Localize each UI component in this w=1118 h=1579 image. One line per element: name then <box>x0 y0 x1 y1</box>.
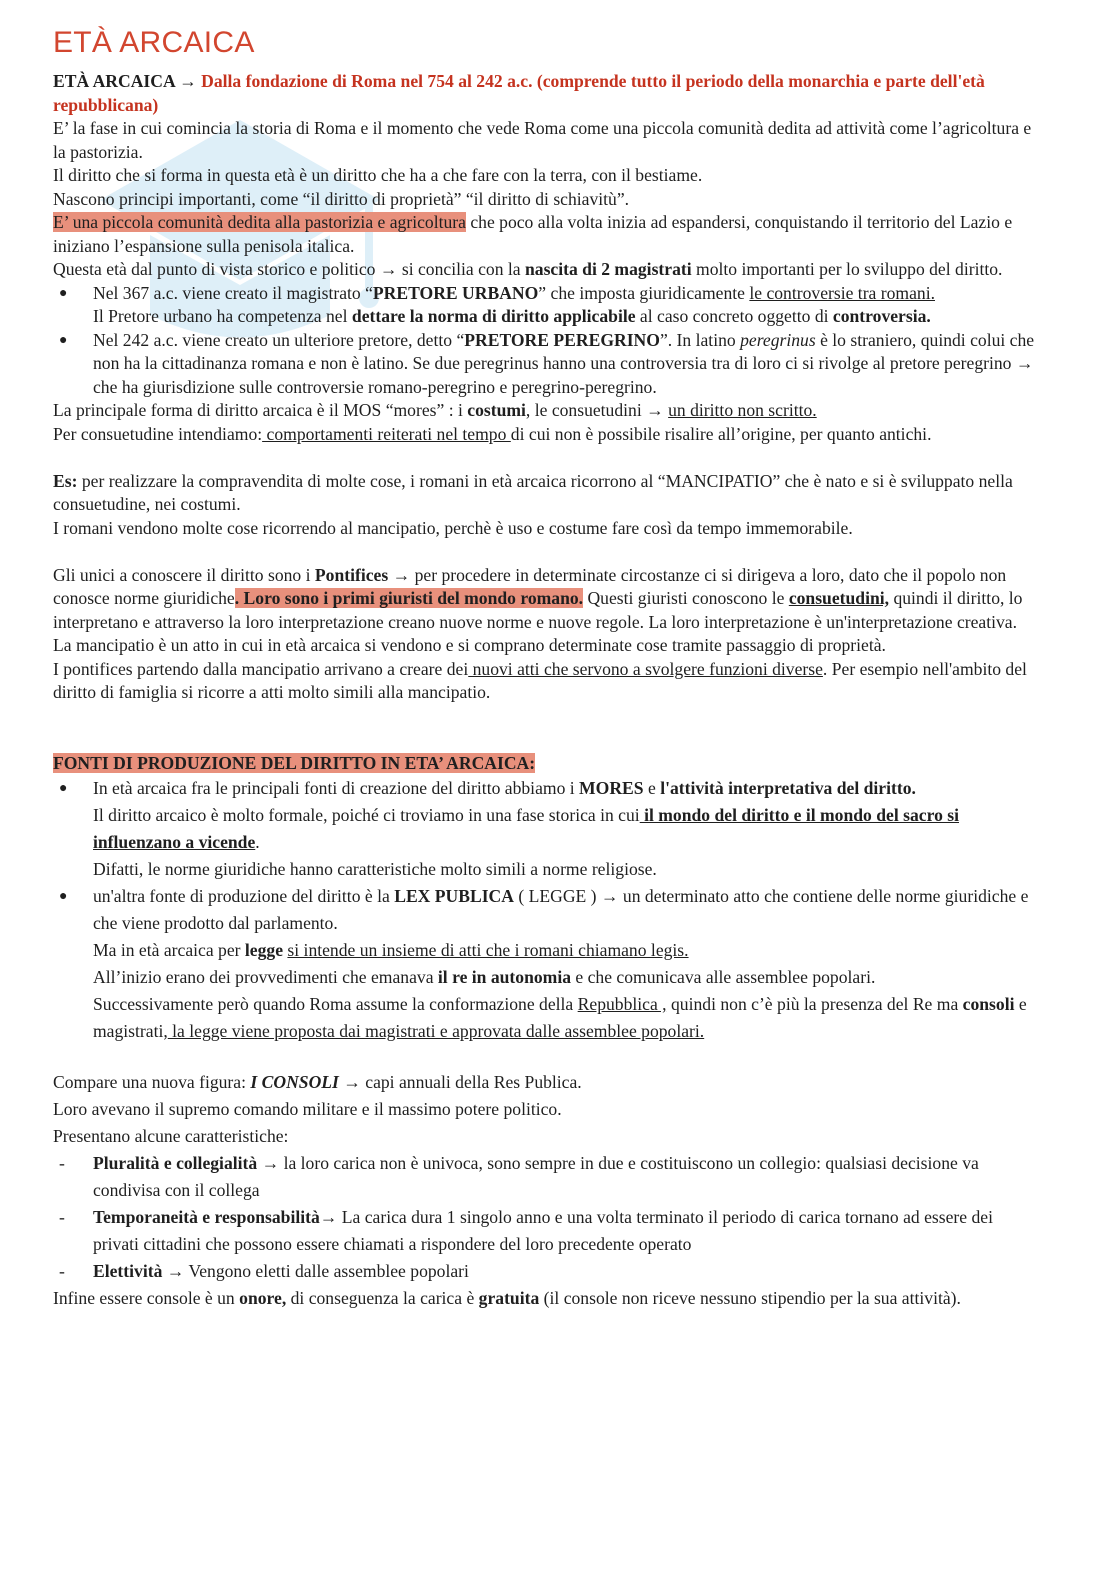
mancipatio-paragraph: La mancipatio è un atto in cui in età arcaica si vendono e si comprano determinate cose tramite passaggio di proprietà. <box>53 635 886 655</box>
sources-list <box>53 775 1043 1045</box>
list-item-pretore-urbano: ● Nel 367 a.c. viene creato il magistrato “PRETORE URBANO” che imposta giuridicamente le controversie tra romani. Il Pretore urbano ha competenza nel dettare la norma di diritto applicabile al caso concreto oggetto di controversia. <box>53 282 1043 329</box>
highlight: . Loro sono i primi giuristi del mondo romano. <box>234 588 584 608</box>
intro-paragraph-2: Il diritto che si forma in questa età è un diritto che ha a che fare con la terra, con il bestiame. <box>53 165 703 185</box>
example-paragraph: Es: per realizzare la compravendita di molte cose, i romani in età arcaica ricorrono al “MANCIPATIO” che è nato e si è sviluppato nella consuetudine, nei costumi. <box>53 470 1013 514</box>
consoli-powers: Loro avevano il supremo comando militare e il massimo potere politico. <box>53 1098 562 1119</box>
page-title: ETÀ ARCAICA <box>53 26 255 59</box>
consoli-paragraph: Compare una nuova figura: I CONSOLI → capi annuali della Res Publica. <box>53 1071 582 1092</box>
intro-paragraph-4: E’ una piccola comunità dedita alla pastorizia e agricoltura che poco alla volta inizia ad espandersi, conquistando il territorio del Lazio e iniziano l’espansione sulla penisola italica. <box>53 212 1013 256</box>
list-item-elettivita: - Elettività → Vengono eletti dalle assemblee popolari <box>53 1258 1043 1285</box>
consoli-characteristics-intro: Presentano alcune caratteristiche: <box>53 1125 289 1146</box>
pontifices-acts-paragraph: I pontifices partendo dalla mancipatio arrivano a creare dei nuovi atti che servono a svolgere funzioni diverse. Per esempio nell'ambito del diritto di famiglia si ricorre a atti molto simili alla mancipatio. <box>53 658 1027 702</box>
consoli-onore-paragraph: Infine essere console è un onore, di conseguenza la carica è gratuita (il console non riceve nessuno stipendio per la sua attività). <box>53 1287 961 1308</box>
intro-heading: ETÀ ARCAICA → Dalla fondazione di Roma nel 754 al 242 a.c. (comprende tutto il periodo della monarchia e parte dell'età repubblicana) <box>53 71 985 115</box>
list-item-pretore-peregrino: ● Nel 242 a.c. viene creato un ulteriore pretore, detto “PRETORE PEREGRINO”. In latino peregrinus è lo straniero, quindi colui che non ha la cittadinanza romana e non è latino. Se due peregrinus hanno una controversia tra di loro ci si rivolge al pretore peregrino → che ha giurisdizione sulle controversie romano-peregrino e peregrino-peregrino. <box>53 329 1043 400</box>
intro-paragraph-5: Questa età dal punto di vista storico e politico → si concilia con la nascita di 2 magistrati molto importanti per lo sviluppo del diritto. <box>53 259 1003 279</box>
example-paragraph-2: I romani vendono molte cose ricorrendo al mancipatio, perchè è uso e costume fare così da tempo immemorabile. <box>53 517 853 538</box>
list-item-temporaneita: - Temporaneità e responsabilità→ La carica dura 1 singolo anno e una volta terminato il periodo di carica tornano ad essere dei privati cittadini che possono essere chiamati a rispondere del loro precedente operato <box>53 1204 1043 1258</box>
section-heading-fonti: FONTI DI PRODUZIONE DEL DIRITTO IN ETA’ ARCAICA: <box>53 752 536 773</box>
intro-paragraph-3: Nascono principi importanti, come “il diritto di proprietà” “il diritto di schiavitù”. <box>53 188 630 209</box>
mos-paragraph: La principale forma di diritto arcaica è il MOS “mores” : i costumi, le consuetudini → un diritto non scritto. <box>53 400 817 420</box>
consoli-characteristics-list <box>53 1150 1043 1285</box>
list-item-collegialita: - Pluralità e collegialità → la loro carica non è univoca, sono sempre in due e costituiscono un collegio: qualsiasi decisione va condivisa con il collega <box>53 1150 1043 1204</box>
consuetudine-paragraph: Per consuetudine intendiamo: comportamenti reiterati nel tempo di cui non è possibile risalire all’origine, per quanto antichi. <box>53 423 932 444</box>
magistrates-list <box>53 282 1043 400</box>
list-item-lex-publica: ● un'altra fonte di produzione del diritto è la LEX PUBLICA ( LEGGE ) → un determinato atto che contiene delle norme giuridiche e che viene prodotto dal parlamento. Ma in età arcaica per legge si intende un insieme di atti che i romani chiamano legis. All’inizio erano dei provvedimenti che emanava il re in autonomia e che comunicava alle assemblee popolari. Successivamente però quando Roma assume la conformazione della Repubblica , quindi non c’è più la presenza del Re ma consoli e magistrati, la legge viene proposta dai magistrati e approvata dalle assemblee popolari. <box>53 883 1043 1045</box>
document-page <box>53 24 1043 1312</box>
intro-paragraph-1: E’ la fase in cui comincia la storia di Roma e il momento che vede Roma come una piccola comunità dedita ad attività come l’agricoltura e la pastorizia. <box>53 118 1032 162</box>
pontifices-paragraph: Gli unici a conoscere il diritto sono i Pontifices → per procedere in determinate circostanze ci si dirigeva a loro, dato che il popolo non conosce norme giuridiche. Loro sono i primi giuristi del mondo romano. Questi giuristi conoscono le consuetudini, quindi il diritto, lo interpretano e attraverso la loro interpretazione creano nuove norme e nuove regole. La loro interpretazione è un'interpretazione creativa. <box>53 564 1023 632</box>
list-item-mores: ● In età arcaica fra le principali fonti di creazione del diritto abbiamo i MORES e l'attività interpretativa del diritto. Il diritto arcaico è molto formale, poiché ci troviamo in una fase storica in cui il mondo del diritto e il mondo del sacro si influenzano a vicende. Difatti, le norme giuridiche hanno caratteristiche molto simili a norme religiose. <box>53 775 1043 883</box>
highlight: E’ una piccola comunità dedita alla pastorizia e agricoltura <box>53 212 466 232</box>
